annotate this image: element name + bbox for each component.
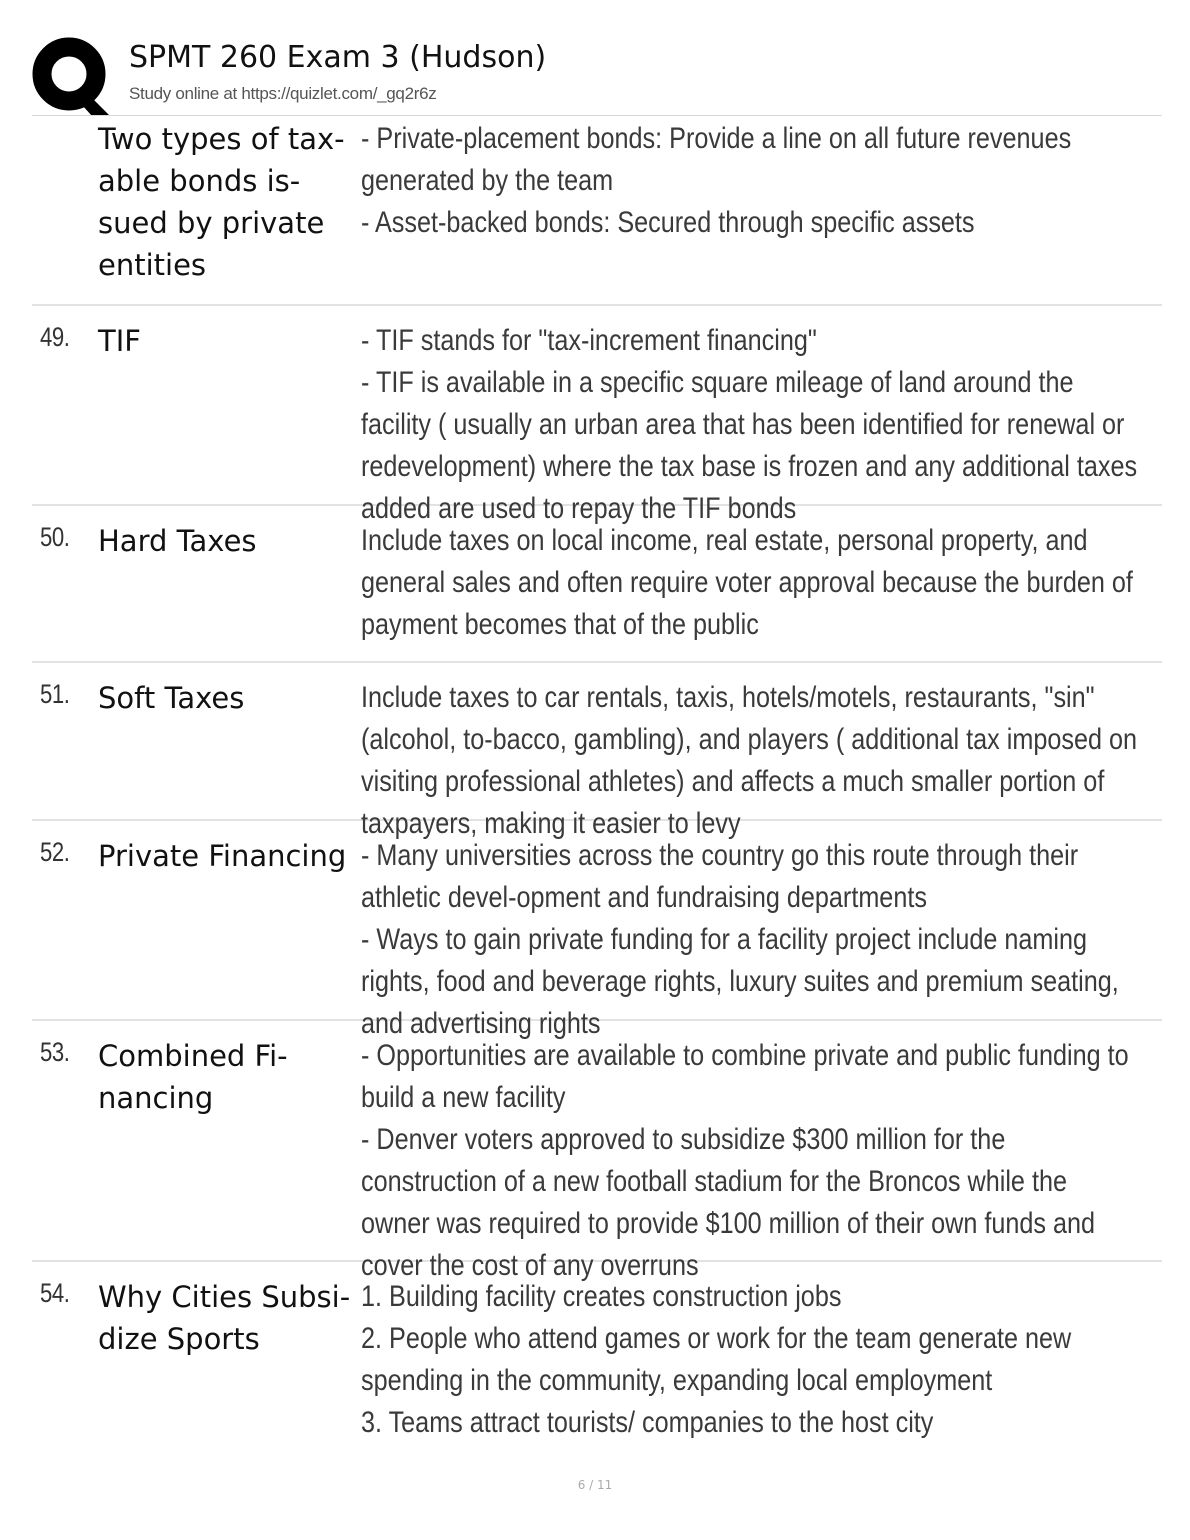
- card-definition: Include taxes on local income, real estate, personal property, and general sales and often require voter approval because the burden of payment becomes that of the public: [361, 524, 1133, 641]
- flashcard-row: [32, 116, 1162, 306]
- flashcard-row: [32, 663, 1162, 840]
- card-term: TIF: [98, 324, 141, 358]
- card-number: 51.: [40, 679, 70, 709]
- document-title: SPMT 260 Exam 3 (Hudson): [129, 40, 547, 75]
- card-definition: Include taxes to car rentals, taxis, hotels/motels, restaurants, "sin" (alcohol, to-bacco, gambling), and players ( additional tax imposed on visiting professional athletes) and affects a much smaller portion of taxpayers, making it easier to levy: [361, 681, 1138, 840]
- flashcard-row: [32, 1262, 1162, 1462]
- flashcard-row: [32, 1021, 1162, 1282]
- flashcard-row: [32, 506, 1162, 663]
- card-number: 53.: [40, 1037, 70, 1067]
- flashcard-list: [32, 116, 1162, 1462]
- card-term: Two types of tax-able bonds is-sued by private entities: [98, 122, 345, 282]
- card-definition: - Opportunities are available to combine private and public funding to build a new facility - Denver voters approved to subsidize $300 million for the construction of a new football stadium for the Broncos while the owner was required to provide $100 million of their own funds and cover the cost of any overruns: [361, 1039, 1129, 1282]
- card-term: Why Cities Subsi-dize Sports: [98, 1280, 351, 1356]
- card-number: 52.: [40, 837, 70, 867]
- card-number: 50.: [40, 522, 70, 552]
- card-term: Private Financing: [98, 839, 347, 873]
- quizlet-logo-icon: [32, 36, 112, 116]
- card-definition: - TIF stands for "tax-increment financing" - TIF is available in a specific square mileage of land around the facility ( usually an urban area that has been identified for renewal or redevelopment) where the tax base is frozen and any additional taxes added are used to repay the TIF bonds: [361, 324, 1138, 525]
- flashcard-row: [32, 306, 1162, 525]
- card-term: Soft Taxes: [98, 681, 245, 715]
- card-term: Combined Fi-nancing: [98, 1039, 288, 1115]
- study-online-link[interactable]: Study online at https://quizlet.com/_gq2r6z: [129, 84, 437, 103]
- flashcard-row: [32, 821, 1162, 1040]
- page-header: [32, 36, 1162, 116]
- card-definition: 1. Building facility creates construction jobs 2. People who attend games or work for the team generate new spending in the community, expanding local employment 3. Teams attract tourists/ companies to the host city: [361, 1280, 1072, 1439]
- card-definition: - Many universities across the country go this route through their athletic devel-opment and fundraising departments - Ways to gain private funding for a facility project include naming rights, food and beverage rights, luxury suites and premium seating, and advertising rights: [361, 839, 1119, 1040]
- card-definition: - Private-placement bonds: Provide a line on all future revenues generated by the team - Asset-backed bonds: Secured through specific assets: [361, 122, 1072, 239]
- page-indicator: 6 / 11: [577, 1478, 613, 1492]
- card-number: 54.: [40, 1278, 70, 1308]
- card-term: Hard Taxes: [98, 524, 257, 558]
- card-number: 49.: [40, 322, 70, 352]
